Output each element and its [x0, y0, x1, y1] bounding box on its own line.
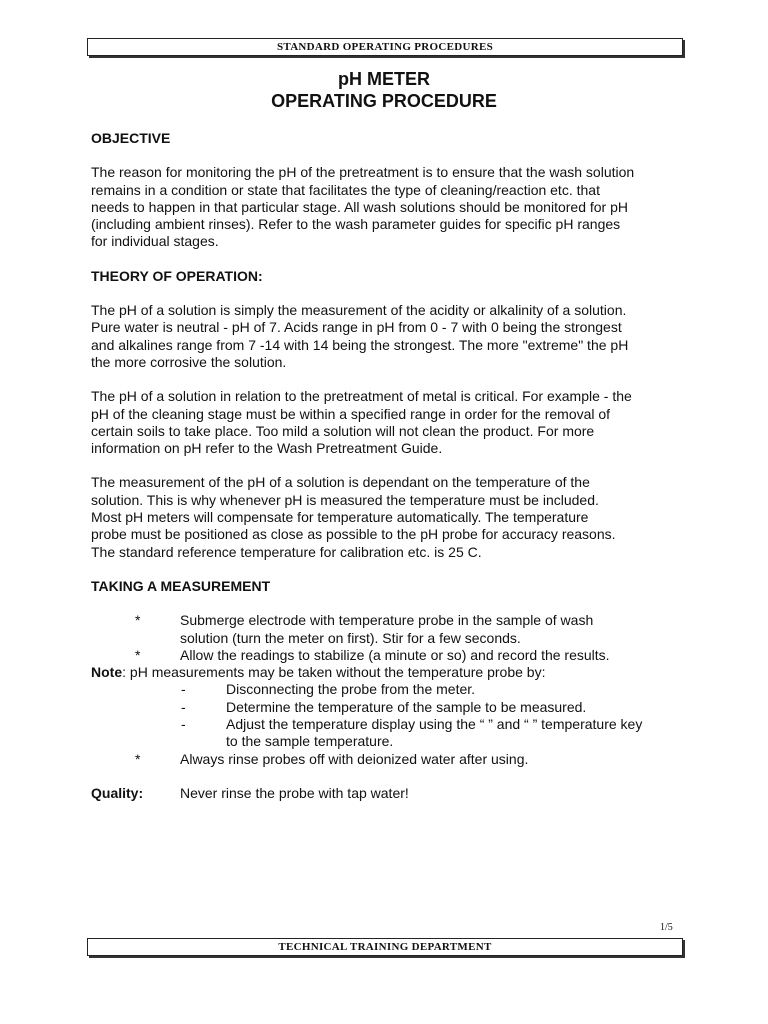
text-line: needs to happen in that particular stage. All wash solutions should be monitored for pH — [91, 198, 628, 215]
text-line: information on pH refer to the Wash Pretreatment Guide. — [91, 440, 443, 457]
theory-heading: THEORY OF OPERATION: — [91, 267, 263, 284]
list-item — [91, 612, 691, 629]
step-text: Always rinse probes off with deionized water after using. — [180, 750, 529, 767]
text-line: The standard reference temperature for calibration etc. is 25 C. — [91, 543, 482, 560]
text-line: Pure water is neutral - pH of 7. Acids range in pH from 0 - 7 with 0 being the strongest — [91, 319, 622, 336]
measurement-heading: TAKING A MEASUREMENT — [91, 577, 271, 594]
bullet-marker: * — [135, 750, 141, 767]
document-title — [0, 68, 768, 112]
sub-list-item — [91, 681, 691, 698]
theory-paragraph-1 — [91, 302, 691, 371]
list-item — [91, 647, 691, 664]
text-line: solution. This is why whenever pH is measured the temperature must be included. — [91, 491, 599, 508]
sub-step-text: Disconnecting the probe from the meter. — [226, 681, 476, 698]
sub-list-item — [91, 699, 691, 716]
dash-marker: - — [181, 681, 186, 698]
quality-label: Quality: — [91, 784, 144, 801]
objective-heading: OBJECTIVE — [91, 130, 171, 146]
text-line: for individual stages. — [91, 233, 219, 250]
text-line: Most pH meters will compensate for temperature automatically. The temperature — [91, 509, 589, 526]
note — [91, 664, 545, 681]
text-line: The pH of a solution is simply the measurement of the acidity or alkalinity of a solution. — [91, 302, 627, 319]
page-number: 1/5 — [660, 922, 673, 933]
step-text: Allow the readings to stabilize (a minute or so) and record the results. — [180, 646, 610, 663]
theory-paragraph-2 — [91, 388, 691, 457]
sub-list-item-continuation — [91, 733, 691, 750]
objective-paragraph — [91, 164, 691, 250]
list-item-continuation — [91, 630, 691, 647]
step-text: Submerge electrode with temperature probe in the sample of wash — [180, 612, 594, 629]
text-line: The measurement of the pH of a solution is dependant on the temperature of the — [91, 474, 590, 491]
text-line: and alkalines range from 7 -14 with 14 being the strongest. The more "extreme" the pH — [91, 336, 629, 353]
dash-marker: - — [181, 716, 186, 733]
sub-step-text: Determine the temperature of the sample to be measured. — [226, 698, 587, 715]
note-row — [91, 664, 691, 681]
note-label: Note — [91, 664, 123, 681]
measurement-steps — [91, 612, 691, 802]
theory-paragraph-3 — [91, 474, 691, 560]
dash-marker: - — [181, 698, 186, 715]
text-line: certain soils to take place. Too mild a solution will not clean the product. For more — [91, 422, 595, 439]
sub-step-text: Adjust the temperature display using the “ ” and “ ” temperature key — [226, 716, 643, 733]
footer-banner: TECHNICAL TRAINING DEPARTMENT — [87, 938, 683, 956]
header-banner: STANDARD OPERATING PROCEDURES — [87, 38, 683, 56]
sub-list-item — [91, 716, 691, 733]
sub-step-text: to the sample temperature. — [226, 733, 394, 750]
title-line-1: pH METER — [338, 69, 430, 89]
step-text: solution (turn the meter on first). Stir for a few seconds. — [180, 629, 521, 646]
note-text: : pH measurements may be taken without the temperature probe by: — [122, 664, 546, 681]
document-body — [91, 130, 691, 802]
text-line: pH of the cleaning stage must be within a specified range in order for the removal of — [91, 405, 611, 422]
bullet-marker: * — [135, 646, 141, 663]
quality-text: Never rinse the probe with tap water! — [180, 784, 409, 801]
quality-row — [91, 785, 691, 802]
list-item — [91, 751, 691, 768]
text-line: the more corrosive the solution. — [91, 353, 287, 370]
text-line: (including ambient rinses). Refer to the wash parameter guides for specific pH ranges — [91, 216, 621, 233]
title-line-2: OPERATING PROCEDURE — [271, 91, 497, 111]
bullet-marker: * — [135, 612, 141, 629]
text-line: remains in a condition or state that facilitates the type of cleaning/reaction etc. that — [91, 181, 600, 198]
text-line: The pH of a solution in relation to the pretreatment of metal is critical. For example - the — [91, 388, 632, 405]
text-line: probe must be positioned as close as possible to the pH probe for accuracy reasons. — [91, 526, 616, 543]
text-line: The reason for monitoring the pH of the pretreatment is to ensure that the wash solution — [91, 164, 635, 181]
